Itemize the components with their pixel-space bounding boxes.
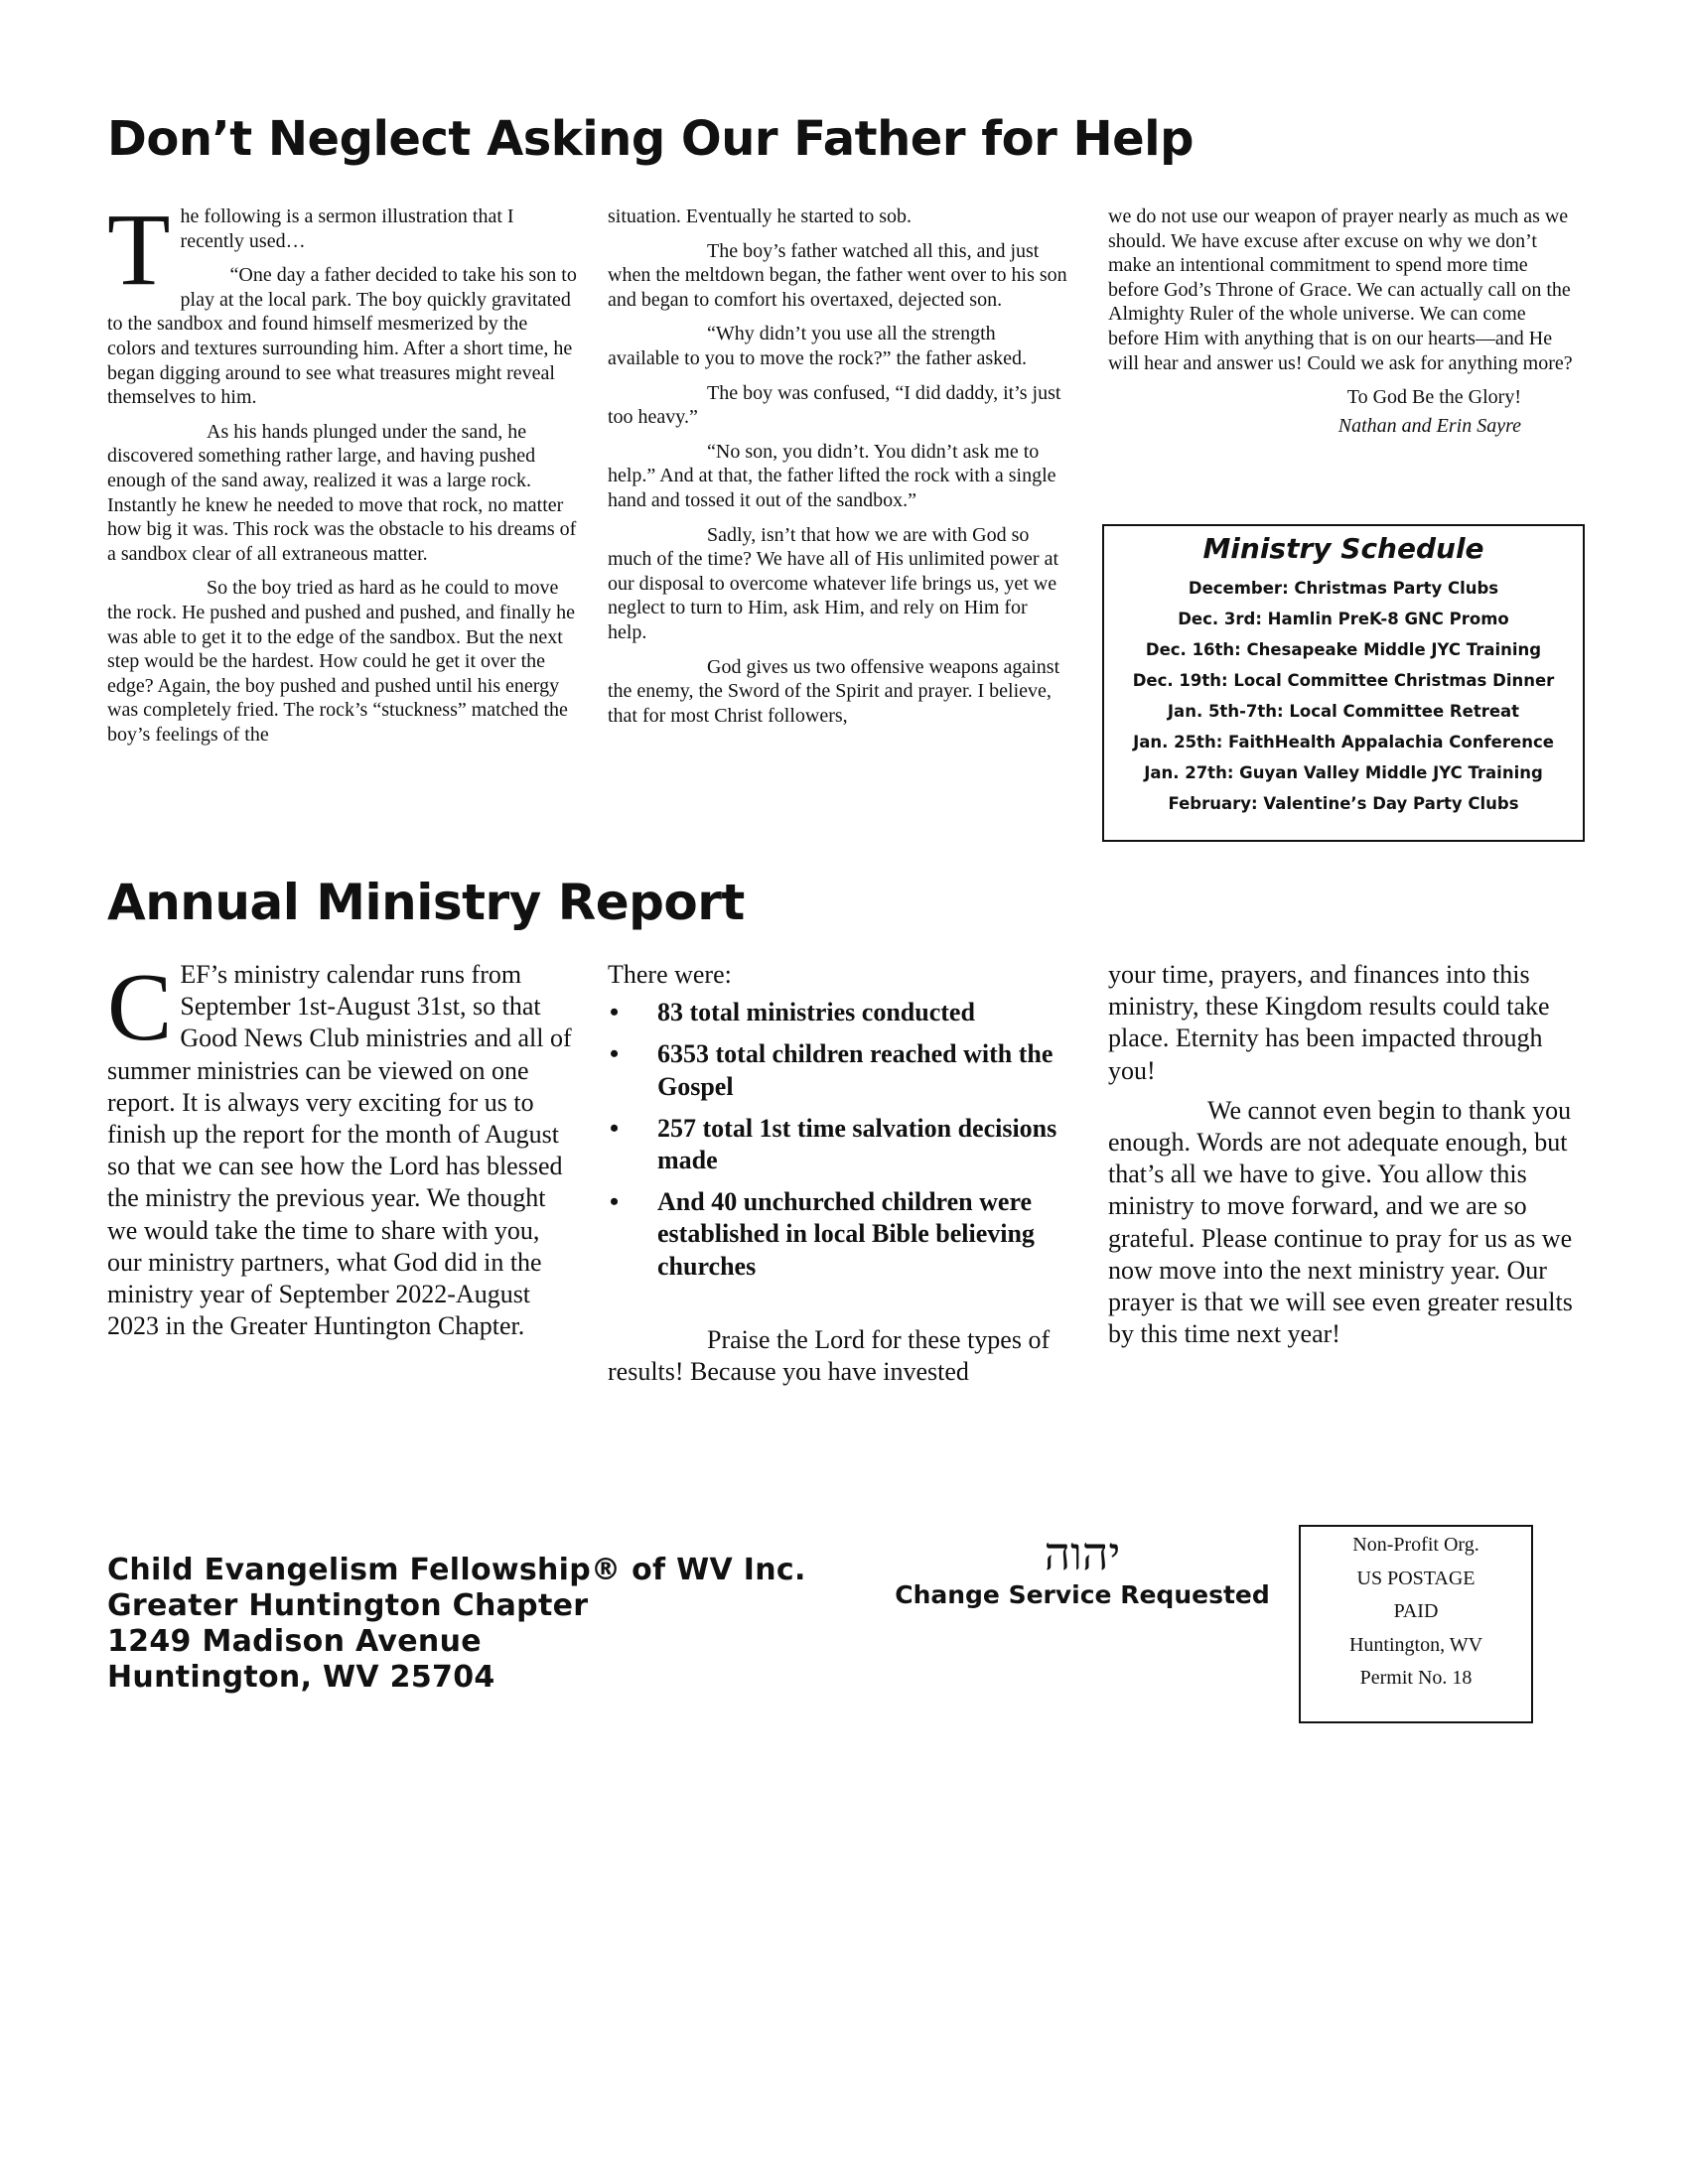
permit-line: PAID [1393,1600,1439,1622]
paragraph: Praise the Lord for these types of results! Because you have invested [608,1324,1051,1387]
results-list [608,997,1082,1283]
article-column-2 [608,205,1070,738]
change-service-requested: Change Service Requested [895,1580,1270,1609]
paragraph: As his hands plunged under the sand, he discovered something rather large, and having pushed enough of the sand away, realized it was a large rock. Instantly he knew he needed to move that rock, no matter how big it was. This rock was the obstacle to his dreams of a sandbox clear of all extraneous matter. [107,420,577,565]
paragraph: situation. Eventually he started to sob. [608,205,913,227]
list-item: • 6353 total children reached with the Gospel [610,1039,1054,1101]
report-column-3 [1108,959,1595,1350]
paragraph: “One day a father decided to take his son to play at the local park. The boy quickly gravitated to the sandbox and found himself mesmerized by the colors and textures surrounding him. After a short time, he began digging around to see what treasures might reveal themselves to him. [107,264,577,409]
paragraph: The boy’s father watched all this, and just when the meltdown began, the father went over to his son and began to comfort his overtaxed, dejected son. [608,239,1067,311]
schedule-item: December: Christmas Party Clubs [1188,579,1499,598]
postage-permit-box [1299,1525,1533,1723]
permit-line: US POSTAGE [1356,1567,1476,1589]
list-item: • And 40 unchurched children were established in local Bible believing churches [610,1187,1035,1281]
paragraph: “No son, you didn’t. You didn’t ask me to help.” And at that, the father lifted the rock with a single hand and tossed it out of the sandbox.” [608,440,1056,511]
paragraph: God gives us two offensive weapons against the enemy, the Sword of the Spirit and prayer. I believe, that for most Christ followers, [608,655,1060,727]
article-column-3 [1108,205,1581,448]
list-item: • 257 total 1st time salvation decisions made [610,1113,1057,1175]
schedule-item: Dec. 3rd: Hamlin PreK-8 GNC Promo [1178,610,1509,628]
schedule-item: Jan. 5th-7th: Local Committee Retreat [1167,702,1520,721]
paragraph: EF’s ministry calendar runs from September 1st-August 31st, so that Good News Club ministries and all of summer ministries can be viewed on one report. It is always very exciting for us to finish up the report for the month of August so that we can see how the Lord has blessed the ministry the previous year. We thought we would take the time to share with you, our ministry partners, what God did in the ministry year of September 2022-August 2023 in the Greater Huntington Chapter. [107,960,572,1341]
return-address [107,1553,806,1696]
results-intro: There were: [608,960,732,989]
schedule-item: Jan. 27th: Guyan Valley Middle JYC Training [1144,763,1543,782]
paragraph: we do not use our weapon of prayer nearly as much as we should. We have excuse after excuse on why we don’t make an intentional commitment to spend more time before God’s Throne of Grace. We can actually call on the Almighty Ruler of the whole universe. We can come before Him with anything that is on our hearts—and He will hear and answer us! Could we ask for anything more? [1108,205,1573,374]
paragraph: your time, prayers, and finances into this ministry, these Kingdom results could take place. Eternity has been impacted through you! [1108,960,1550,1085]
address-line: 1249 Madison Avenue [107,1624,482,1659]
hebrew-name: יהוה [1044,1527,1121,1580]
schedule-item: Dec. 19th: Local Committee Christmas Dinner [1132,671,1555,690]
paragraph: Sadly, isn’t that how we are with God so much of the time? We have all of His unlimited power at our disposal to overcome whatever life brings us, yet we neglect to turn to Him, ask Him, and rely on Him for help. [608,523,1059,643]
report-column-1 [107,954,580,1342]
article-column-1 [107,193,578,756]
article-title: Don’t Neglect Asking Our Father for Help [107,111,1194,167]
paragraph: We cannot even begin to thank you enough. Words are not adequate enough, but that’s all we have to give. You allow this ministry to move forward, and we are so grateful. Please continue to pray for us as we now move into the next ministry year. Our prayer is that we will see even greater results by this time next year! [1108,1095,1573,1349]
paragraph: The boy was confused, “I did daddy, it’s just too heavy.” [608,381,1061,429]
ministry-schedule-box [1102,524,1585,842]
paragraph: So the boy tried as hard as he could to move the rock. He pushed and pushed and pushed, and finally he was able to get it to the edge of the sandbox. But the next step would be the hardest. How could he get it over the edge? Again, the boy pushed and pushed until his energy was completely fried. The rock’s “stuckness” matched the boy’s feelings of the [107,577,575,746]
closing-line: To God Be the Glory! [1346,386,1521,409]
schedule-item: February: Valentine’s Day Party Clubs [1168,794,1519,813]
paragraph: he following is a sermon illustration that I recently used… [180,205,514,252]
permit-line: Huntington, WV [1348,1633,1483,1656]
signature: Nathan and Erin Sayre [1337,414,1521,437]
report-title: Annual Ministry Report [107,874,745,931]
permit-line: Permit No. 18 [1359,1667,1473,1689]
address-line: Huntington, WV 25704 [107,1660,495,1695]
schedule-title: Ministry Schedule [1202,532,1484,565]
list-item: • 83 total ministries conducted [610,998,975,1027]
mailing-notice [894,1527,1271,1609]
schedule-item: Dec. 16th: Chesapeake Middle JYC Training [1145,640,1542,659]
schedule-item: Jan. 25th: FaithHealth Appalachia Conference [1133,733,1554,751]
report-column-2 [608,959,1082,1388]
permit-line: Non-Profit Org. [1352,1534,1479,1556]
drop-cap: T [107,193,171,307]
address-line: Greater Huntington Chapter [107,1588,589,1623]
drop-cap: C [107,954,173,1061]
address-line: Child Evangelism Fellowship® of WV Inc. [107,1553,806,1587]
paragraph: “Why didn’t you use all the strength available to you to move the rock?” the father asked. [608,323,1028,369]
